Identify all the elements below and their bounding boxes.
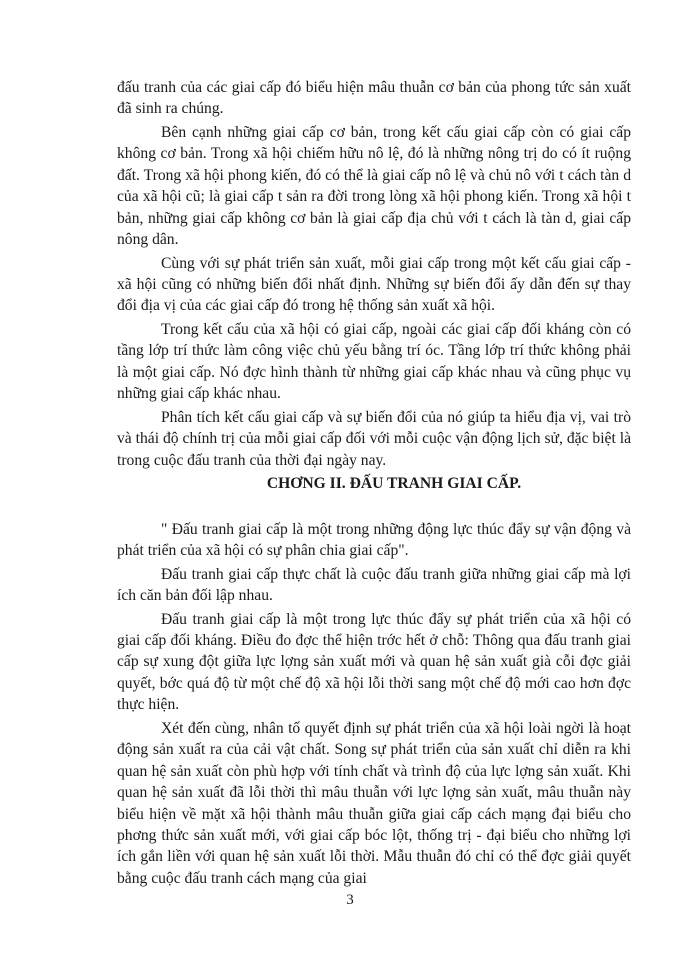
paragraph-driving-force: Đấu tranh giai cấp là một trong lực thúc đẩy sự phát triển của xã hội có giai cấp đối kháng. Điều đo đợc thể hiện trớc hết ở chỗ: Thông qua đấu tranh giai cấp sự xung đột giữa lực lợng sản xuất mới và quan hệ sản xuất già cỗi đợc giải quyết, bớc quá độ từ một chế độ xã hội lỗi thời sang một chế độ mới cao hơn đợc thực hiện. — [117, 610, 631, 714]
paragraph-non-basic-classes: Bên cạnh những giai cấp cơ bản, trong kết cấu giai cấp còn có giai cấp không cơ bản. Trong xã hội chiếm hữu nô lệ, đó là những nông trị do có ít ruộng đất. Trong xã hội phong kiến, đó có thể là giai cấp nô lệ và chủ nô với t cách tàn d của xã hội cũ; là giai cấp t sản ra đời trong lòng xã hội phong kiến. Trong xã hội t bản, những giai cấp không cơ bản là giai cấp địa chủ với t cách là tàn d, giai cấp nông dân. — [117, 124, 631, 249]
paragraph-production-factor: Xét đến cùng, nhân tố quyết định sự phát triển của xã hội loài ngời là hoạt động sản xuất ra của cải vật chất. Song sự phát triển của sản xuất chỉ diễn ra khi quan hệ sản xuất còn phù hợp với tính chất và trình độ của lực lợng sản xuất. Khi quan hệ sản xuất đã lỗi thời thì mâu thuẫn với lực lợng sản xuất, mâu thuẫn này biểu hiện về mặt xã hội thành mâu thuẫn giữa giai cấp cách mạng đại biểu cho phơng thức sản xuất mới, với giai cấp bóc lột, thống trị - đại biểu cho những lợi ích gắn liền với quan hệ sản xuất lỗi thời. Mẫu thuẫn đó chỉ có thể đợc giải quyết bằng cuộc đấu tranh cách mạng của giai — [117, 719, 631, 887]
paragraph-class-changes: Cùng với sự phát triển sản xuất, mỗi giai cấp trong một kết cấu giai cấp - xã hội cũng có những biến đổi nhất định. Những sự biến đổi ấy dẫn đến sự thay đổi địa vị của các giai cấp đó trong hệ thống sản xuất xã hội. — [117, 254, 631, 315]
page-number: 3 — [346, 892, 354, 908]
paragraph-intellectuals: Trong kết cấu của xã hội có giai cấp, ngoài các giai cấp đối kháng còn có tầng lớp trí thức làm công việc chủ yếu bằng trí óc. Tầng lớp trí thức không phải là một giai cấp. Nó đợc hình thành từ những giai cấp khác nhau và cũng phục vụ những giai cấp khác nhau. — [117, 321, 631, 403]
chapter-heading: CHƠNG II. ĐẤU TRANH GIAI CẤP. — [266, 475, 522, 493]
paragraph-continuation: đấu tranh của các giai cấp đó biểu hiện mâu thuẫn cơ bản của phong tức sản xuất đã sinh ra chúng. — [117, 79, 631, 118]
paragraph-essence: Đấu tranh giai cấp thực chất là cuộc đấu tranh giữa những giai cấp mà lợi ích căn bản đối lập nhau. — [117, 565, 631, 605]
body-text — [117, 77, 631, 891]
paragraph-analysis: Phân tích kết cấu giai cấp và sự biến đổi của nó giúp ta hiểu địa vị, vai trò và thái độ chính trị của mỗi giai cấp đối với mỗi cuộc vận động lịch sử, đặc biệt là trong cuộc đấu tranh của thời đại ngày nay. — [117, 408, 631, 469]
paragraph-quote: " Đấu tranh giai cấp là một trong những động lực thúc đẩy sự vận động và phát triển của xã hội có sự phân chia giai cấp". — [117, 520, 631, 560]
